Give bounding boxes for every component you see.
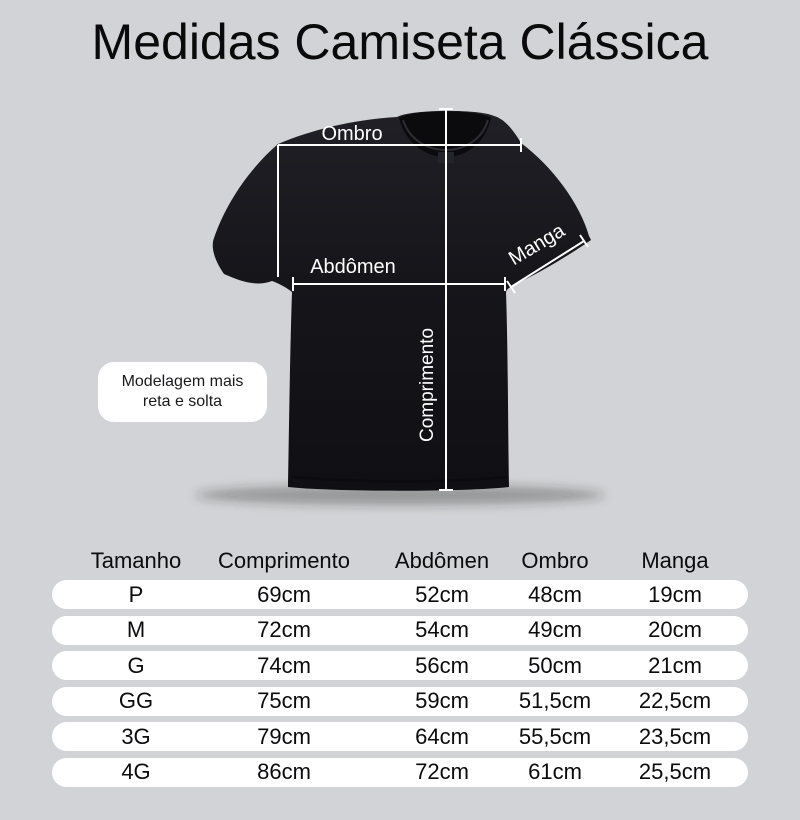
fit-note-text: Modelagem mais reta e solta (121, 373, 244, 410)
ombro-value: 61cm (528, 759, 582, 784)
column-header-abdomen: Abdômen (394, 548, 490, 573)
comprimento-label: Comprimento (417, 327, 438, 443)
size-table-header (52, 546, 748, 576)
comprimento-value: 75cm (257, 688, 311, 713)
abdomen-value: 56cm (415, 652, 469, 678)
abdomen-value: 54cm (415, 617, 469, 642)
manga-value: 25,5cm (638, 759, 712, 784)
abdomen-label: Abdômen (310, 256, 396, 278)
size-value: GG (118, 688, 154, 713)
ombro-value: 55,5cm (518, 723, 592, 749)
table-row-4g (52, 758, 748, 787)
size-table (52, 546, 748, 793)
table-row-g (52, 651, 748, 680)
ombro-value: 51,5cm (518, 688, 592, 713)
column-header-manga: Manga (641, 548, 709, 573)
manga-value: 22,5cm (638, 688, 712, 713)
abdomen-value: 52cm (415, 581, 469, 607)
comprimento-value: 79cm (257, 723, 311, 749)
table-row-gg (52, 687, 748, 716)
comprimento-value: 86cm (257, 759, 311, 784)
column-header-comprimento: Comprimento (217, 548, 351, 573)
manga-value: 21cm (648, 652, 702, 678)
comprimento-value: 69cm (257, 581, 311, 607)
tshirt-body (213, 111, 591, 491)
ombro-value: 48cm (528, 581, 582, 607)
size-value: M (126, 617, 146, 642)
table-row-m (52, 616, 748, 645)
size-value: G (127, 652, 145, 678)
abdomen-value: 72cm (415, 759, 469, 784)
tshirt-illustration (213, 111, 591, 491)
ombro-value: 50cm (528, 652, 582, 678)
size-value: 3G (121, 723, 151, 749)
fit-note (98, 362, 267, 422)
size-value: P (128, 581, 144, 607)
ombro-value: 49cm (528, 617, 582, 642)
table-row-3g (52, 722, 748, 751)
comprimento-value: 74cm (257, 652, 311, 678)
comprimento-value: 72cm (257, 617, 311, 642)
abdomen-value: 64cm (415, 723, 469, 749)
manga-label: Manga (505, 219, 569, 271)
ombro-label: Ombro (321, 123, 383, 145)
column-header-ombro: Ombro (521, 548, 589, 573)
column-header-tamanho: Tamanho (90, 548, 182, 573)
manga-value: 19cm (648, 581, 702, 607)
page-title: Medidas Camiseta Clássica (91, 14, 709, 70)
manga-value: 20cm (648, 617, 702, 642)
abdomen-value: 59cm (415, 688, 469, 713)
size-value: 4G (121, 759, 151, 784)
manga-value: 23,5cm (638, 723, 712, 749)
table-row-p (52, 580, 748, 609)
